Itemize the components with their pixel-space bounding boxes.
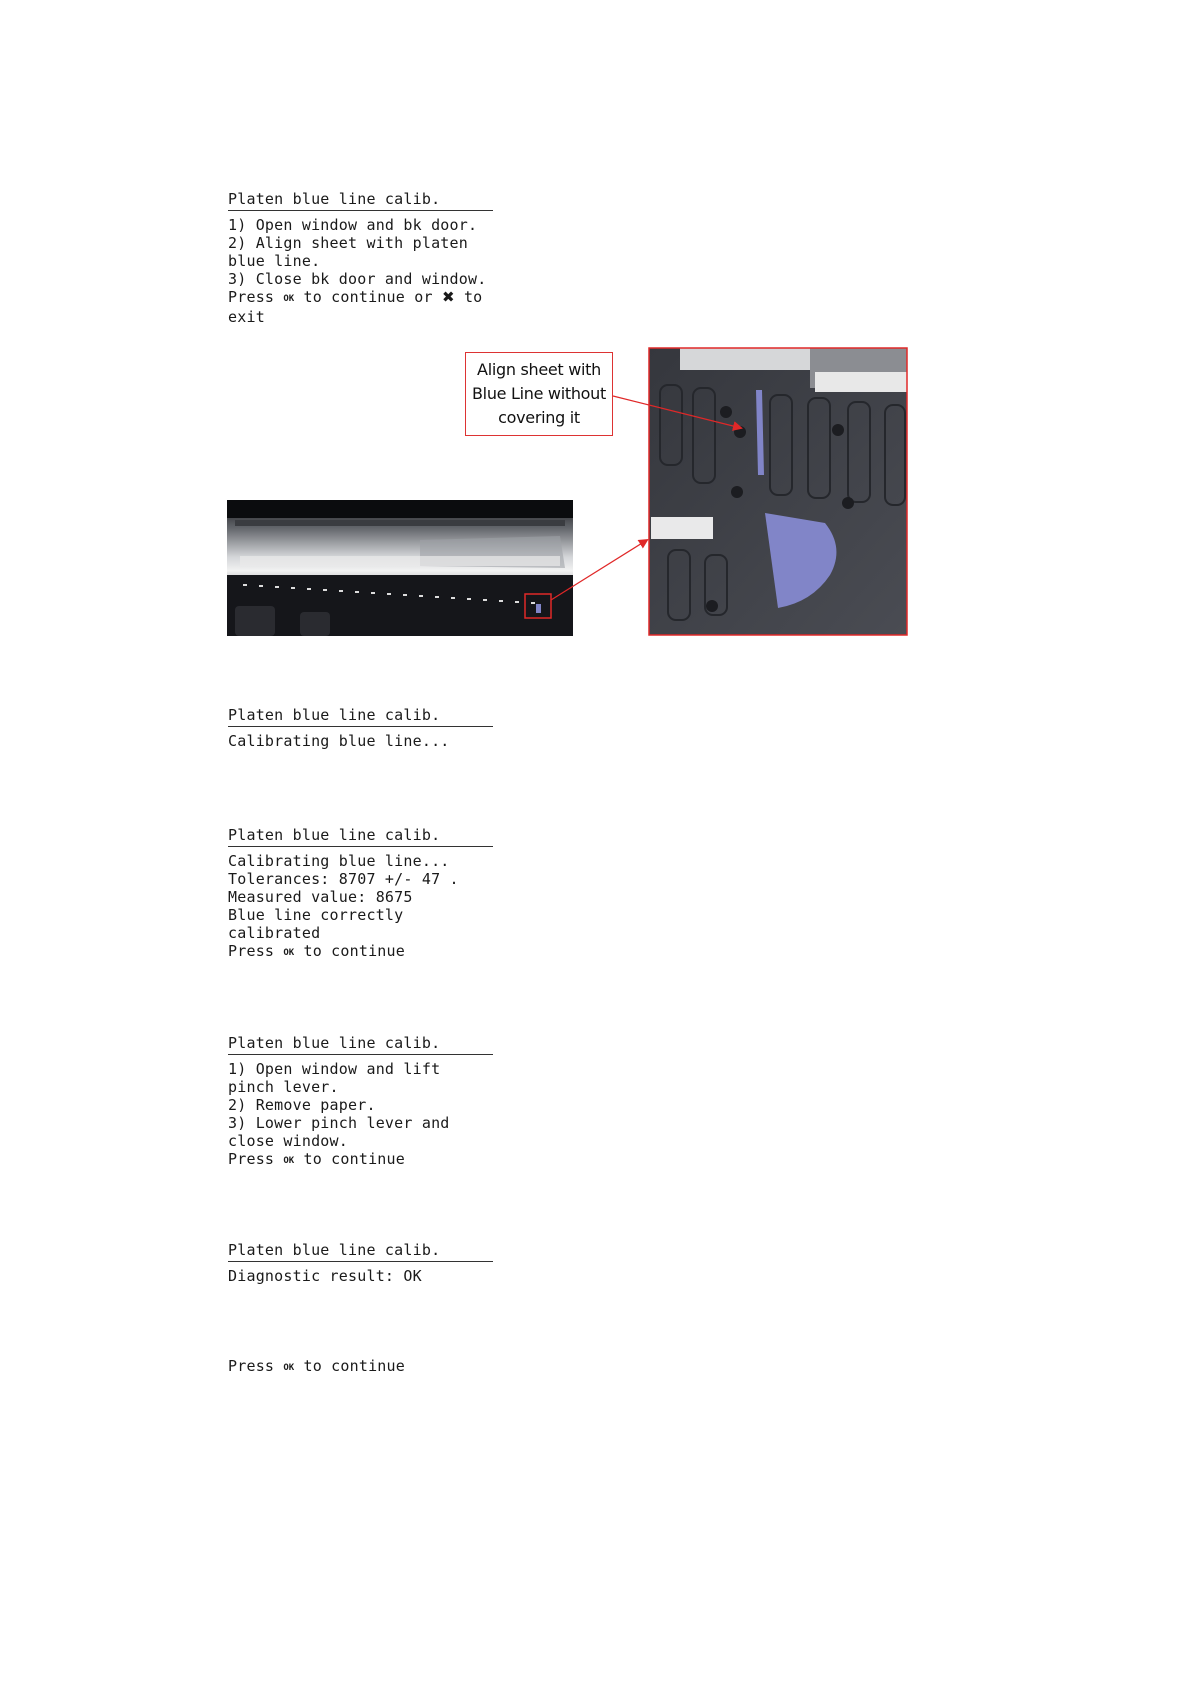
panel-title: Platen blue line calib. (228, 706, 493, 727)
line-text: 1) Open window and lift (228, 1060, 441, 1078)
line-text: to continue or (294, 288, 442, 306)
panel-remove-paper (228, 1034, 493, 1170)
panel-line (228, 732, 493, 750)
panel-line (228, 234, 493, 252)
panel-title: Platen blue line calib. (228, 826, 493, 847)
line-text: 3) Lower pinch lever and (228, 1114, 450, 1132)
callout-line: Align sheet with (477, 360, 601, 379)
panel-calibrating (228, 706, 493, 750)
panel-line (228, 906, 493, 924)
line-text: to continue (294, 1357, 406, 1375)
line-text: calibrated (228, 924, 321, 942)
panel-align-instructions (228, 190, 493, 326)
ok-key-icon: OK (283, 294, 295, 304)
panel-line (228, 1357, 493, 1377)
line-text: exit (228, 308, 265, 326)
panel-line (228, 924, 493, 942)
panel-line (228, 1132, 493, 1150)
panel-line (228, 852, 493, 870)
panel-line (228, 216, 493, 234)
panel-body (228, 847, 493, 962)
zoom-arrow (551, 540, 647, 600)
line-text: 1) Open window and bk door. (228, 216, 478, 234)
panel-body (228, 1262, 493, 1377)
line-text: 2) Remove paper. (228, 1096, 376, 1114)
line-text: 2) Align sheet with platen (228, 234, 468, 252)
line-text (228, 1321, 237, 1339)
panel-line (228, 1150, 493, 1170)
line-text: close window. (228, 1132, 348, 1150)
panel-line (228, 1078, 493, 1096)
line-text: to (454, 288, 483, 306)
panel-line (228, 870, 493, 888)
panel-body (228, 1055, 493, 1170)
line-text: Tolerances: 8707 +/- 47 . (228, 870, 459, 888)
panel-line (228, 1339, 493, 1357)
line-text: pinch lever. (228, 1078, 339, 1096)
panel-title: Platen blue line calib. (228, 1034, 493, 1055)
callout-box (465, 352, 613, 436)
panel-line (228, 1285, 493, 1303)
line-text: Press (228, 288, 284, 306)
panel-line (228, 270, 493, 288)
callout-arrow (613, 396, 741, 428)
line-text: 3) Close bk door and window. (228, 270, 487, 288)
panel-line (228, 252, 493, 270)
printer-overview-image (227, 500, 573, 636)
line-text: to continue (294, 942, 406, 960)
line-text: Measured value: 8675 (228, 888, 413, 906)
panel-line (228, 1267, 493, 1285)
platen-detail-image (649, 348, 907, 635)
line-text: Press (228, 1357, 284, 1375)
line-text: Press (228, 1150, 284, 1168)
cancel-key-icon: ✖ (441, 288, 455, 306)
panel-line (228, 1096, 493, 1114)
panel-body (228, 727, 493, 750)
line-text: to continue (294, 1150, 406, 1168)
line-text (228, 1303, 237, 1321)
line-text: Press (228, 942, 284, 960)
panel-title: Platen blue line calib. (228, 1241, 493, 1262)
line-text: Blue line correctly (228, 906, 404, 924)
line-text (228, 1339, 237, 1357)
panel-calibration-result (228, 826, 493, 962)
panel-line (228, 288, 493, 308)
panel-title: Platen blue line calib. (228, 190, 493, 211)
panel-line (228, 1303, 493, 1321)
panel-body (228, 211, 493, 326)
panel-line (228, 308, 493, 326)
panel-line (228, 888, 493, 906)
callout-line: Blue Line without (472, 384, 606, 403)
panel-line (228, 1321, 493, 1339)
ok-key-icon: OK (283, 948, 295, 958)
ok-key-icon: OK (283, 1156, 295, 1166)
panel-line (228, 1060, 493, 1078)
line-text: Diagnostic result: OK (228, 1267, 422, 1285)
line-text: Calibrating blue line... (228, 852, 450, 870)
panel-line (228, 942, 493, 962)
panel-line (228, 1114, 493, 1132)
line-text (228, 1285, 237, 1303)
line-text: blue line. (228, 252, 321, 270)
line-text: Calibrating blue line... (228, 732, 450, 750)
panel-diagnostic-result (228, 1241, 493, 1377)
ok-key-icon: OK (283, 1363, 295, 1373)
callout-line: covering it (498, 408, 580, 427)
